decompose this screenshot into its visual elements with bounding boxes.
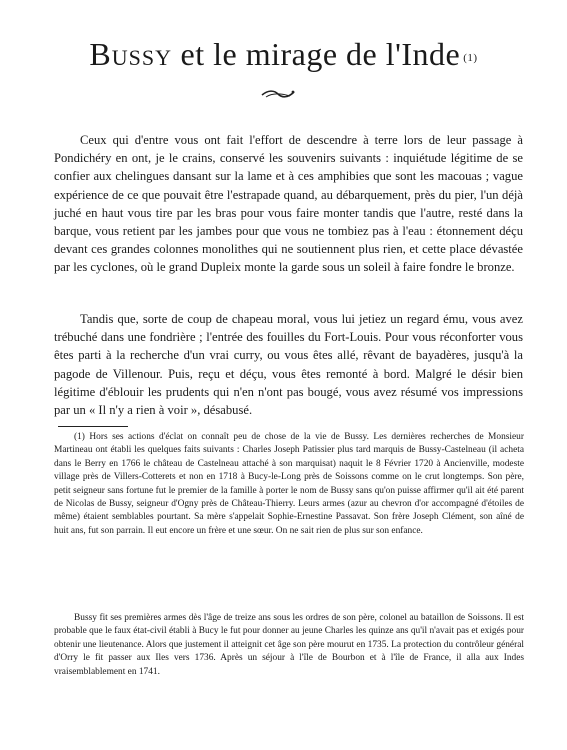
body-paragraph-1: Ceux qui d'entre vous ont fait l'effort de descendre à terre lors de leur passage à Pondichéry en ont, je le crains, conservé les souvenirs suivants : inquiétude légitime de se confier aux chelingues dansant sur la lame et à ces amphibies que sont les macouas ; vague expérience de ce que pouvait être l'estrapade quand, au débarquement, près du pier, l'un déjà juché en haut vous tire par les bras pour vous faire monter tandis que l'autre, resté dans la barque, vous retient par les jambes pour que vous ne tombiez pas à l'eau : étonnement déçu devant ces grandes colonnes monolithes qui ne soutiennent plus rien, et cette place dévastée par les cyclones, où le grand Dupleix monte la garde sous un soleil à faire fondre le bronze. [54, 133, 523, 275]
footnote-divider [58, 426, 128, 427]
page-title [0, 34, 567, 74]
footnote-2: Bussy fit ses premières armes dès l'âge de treize ans sous les ordres de son père, colonel au bataillon de Soissons. Il est probable que le faux état-civil établi à Bucy le fut pour donner au jeune Charles les quinze ans qu'il n'avait pas et exigés pour obtenir une lieutenance. Alors que justement il atteignit cet âge son père mourut en 1735. La protection du contrôleur général d'Orry le fit passer aux Iles vers 1736. Après un séjour à l'île de Bourbon et à l'île de France, il alla aux Indes vraisemblablement en 1741. [54, 613, 524, 677]
footnote-1: (1) Hors ses actions d'éclat on connaît peu de chose de la vie de Bussy. Les dernières recherches de Monsieur Martineau ont établi les quelques faits suivants : Charles Joseph Patissier plus tard marquis de Bussy-Castelneau (il acheta dans le Berry en 1766 le château de Castelneau attaché à son marquisat) naquit le 8 Février 1720 à Ancienville, modeste village près de Villers-Cotterets et non en 1718 à Bucy-le-Long près de Soissons comme on le crut longtemps. Son père, petit seigneur sans fortune fut le premier de la famille à porter le nom de Bussy sans qu'on puisse affirmer qu'il ait été parent de Nicolas de Bussy, seigneur d'Ogny près de Château-Thierry. Leurs armes (azur au chevron d'or accompagné d'étoiles de même) étaient semblables pourtant. Sa mère s'appelait Sophie-Ernestine Passavat. Son frère Joseph Clément, son aîné de huit ans, fut son parrain. Il eut encore un frère et une sœur. On ne sait rien de plus sur son enfance. [54, 432, 524, 536]
title-note-ref: (1) [463, 52, 478, 64]
ornament-icon [260, 88, 296, 100]
title-rest: et le mirage de l'Inde [180, 36, 461, 72]
title-name: Bussy [89, 36, 172, 72]
body-paragraph-2: Tandis que, sorte de coup de chapeau moral, vous lui jetiez un regard ému, vous avez trébuché dans une fondrière ; l'entrée des fouilles du Fort-Louis. Pour vous réconforter vous êtes parti à la recherche d'un vrai curry, ou vous êtes allé, rêvant de bayadères, jusqu'à la pagode de Villenour. Puis, reçu et déçu, vous êtes remonté à bord. Malgré le désir bien légitime d'éblouir les prudents qui n'en n'ont pas bougé, vous avez résumé vos impressions par un « Il n'y a rien à voir », désabusé. [54, 312, 523, 418]
